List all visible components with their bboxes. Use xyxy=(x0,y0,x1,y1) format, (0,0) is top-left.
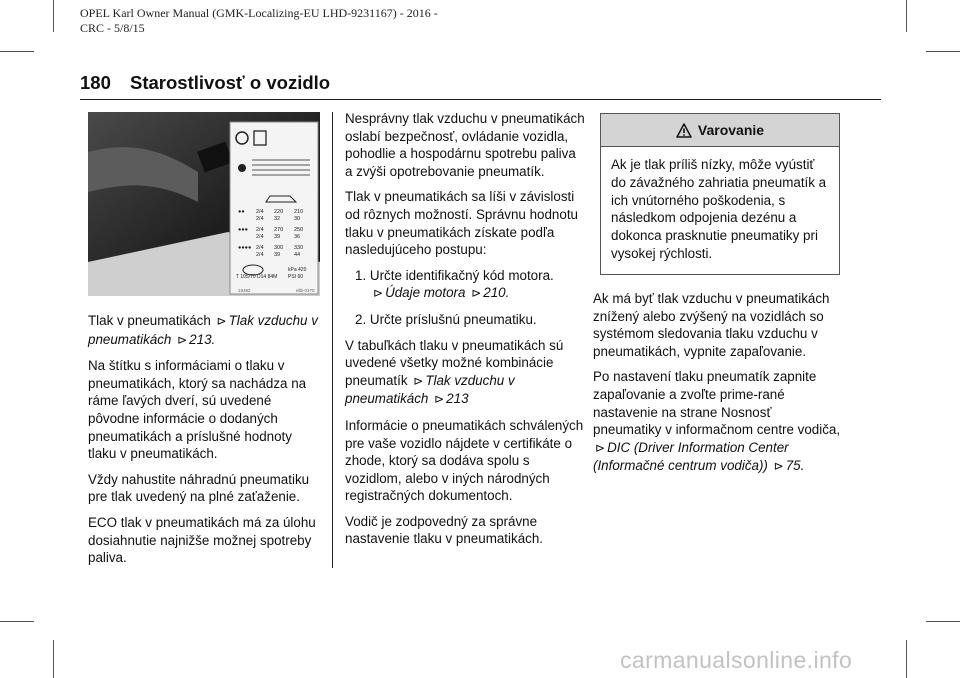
warning-triangle-icon xyxy=(676,123,692,138)
crop-mark xyxy=(53,640,54,678)
label-cell: 2/4 xyxy=(256,227,264,233)
crop-mark xyxy=(926,51,960,52)
label-cell: 39 xyxy=(274,252,281,258)
label-cell: 2/4 xyxy=(256,209,264,215)
page-reference[interactable]: 75. xyxy=(785,458,805,474)
label-cell: 300 xyxy=(274,245,284,251)
page-reference[interactable]: 210. xyxy=(483,285,510,301)
paragraph: Na štítku s informáciami o tlaku v pneumatikách, ktorý sa nachádza na ráme ľavých dverí, sú uvedené pôvodne informácie o dodaných pneumatikách a príslušné hodnoty tlaku v pneumatikách. xyxy=(88,358,307,462)
label-cell: 2/4 xyxy=(256,234,264,240)
paragraph: Ak má byť tlak vzduchu v pneumatikách znížený alebo zvýšený na vozidlách so systémom sledovania tlaku vzduchu v pneumatikách, vypnite zapaľovanie. xyxy=(593,291,830,359)
column-3 xyxy=(593,290,843,484)
label-cell: 2/4 xyxy=(256,245,264,251)
tire-size: T 105/70 D14 84M xyxy=(236,274,278,280)
column-1 xyxy=(88,312,320,575)
paragraph: Nesprávny tlak vzduchu v pneumatikách oslabí bezpečnosť, ovládanie vozidla, pohodlie a hospodárnu spotrebu paliva a zvýši opotrebovanie pneumatík. xyxy=(345,111,585,179)
page-reference[interactable]: 213. xyxy=(189,331,216,347)
text: Po nastavení tlaku pneumatík zapnite zapaľovanie a zvoľte prime-rané nastavenie na strane Nosnosť pneumatiky v informačnom centre vodiča, xyxy=(593,369,841,438)
cross-reference-link[interactable]: Tlak vzduchu v pneumatikách xyxy=(345,372,515,407)
engine-code-icon xyxy=(238,164,246,172)
xref-arrow-icon: ⊳ xyxy=(434,392,445,407)
crop-mark xyxy=(906,0,907,32)
paragraph: Vodič je zodpovedný za správne nastavenie tlaku v pneumatikách. xyxy=(345,513,544,547)
label-cell: 32 xyxy=(274,216,281,222)
meta-line-1: OPEL Karl Owner Manual (GMK-Localizing-EU LHD-9231167) - 2016 - xyxy=(80,6,438,20)
label-cell: 2/4 xyxy=(256,216,264,222)
spare-pressure-psi: PSI 60 xyxy=(288,274,304,280)
label-cell: 210 xyxy=(294,209,304,215)
text: Tlak v pneumatikách xyxy=(88,313,211,328)
list-item xyxy=(345,267,585,303)
image-code-left: 19382 xyxy=(238,288,251,293)
warning-title: Varovanie xyxy=(697,122,765,138)
label-cell: 330 xyxy=(294,245,304,251)
paragraph xyxy=(345,337,585,409)
image-code-right: ellb-0370 xyxy=(296,288,315,293)
cross-reference-link[interactable]: Údaje motora xyxy=(385,285,466,301)
crop-mark xyxy=(906,640,907,678)
page-title: Starostlivosť o vozidlo xyxy=(130,72,331,93)
occupancy-icon: ●●● xyxy=(238,227,248,233)
label-cell: 220 xyxy=(274,209,284,215)
meta-line-2: CRC - 5/8/15 xyxy=(80,21,145,35)
label-cell: 44 xyxy=(294,252,301,258)
page-reference[interactable]: 213 xyxy=(446,391,469,407)
occupancy-icon: ●● xyxy=(238,209,245,215)
tire-pressure-label-photo xyxy=(88,112,320,296)
warning-text: Ak je tlak príliš nízky, môže vyústiť do závažného zahriatia pneumatík a ich vnútorného poškodenia, s následkom odpojenia dezénu a dokonca prasknutie pneumatiky pri vysokej rýchlosti. xyxy=(611,157,827,261)
step-text: Určte identifikačný kód motora. xyxy=(369,267,554,283)
spare-pressure-kpa: kPa 420 xyxy=(288,267,307,273)
paragraph: Tlak v pneumatikách sa líši v závislosti od rôznych možností. Správnu hodnotu tlaku v pneumatikách získate podľa nasledujúceho postupu: xyxy=(345,189,578,258)
page-number: 180 xyxy=(80,72,111,93)
text: V tabuľkách tlaku v pneumatikách sú uvedené všetky možné kombinácie pneumatík xyxy=(345,337,564,388)
xref-arrow-icon: ⊳ xyxy=(216,314,227,328)
crop-mark xyxy=(0,51,34,52)
step-number: 2. xyxy=(355,311,367,327)
warning-box xyxy=(600,113,840,275)
xref-arrow-icon: ⊳ xyxy=(595,440,606,455)
xref-arrow-icon: ⊳ xyxy=(177,332,188,347)
occupancy-icon: ●●●● xyxy=(238,245,252,251)
paragraph xyxy=(88,312,320,349)
step-text: Určte príslušnú pneumatiku. xyxy=(369,311,537,327)
xref-arrow-icon: ⊳ xyxy=(471,286,482,301)
label-cell: 2/4 xyxy=(256,252,264,258)
warning-header xyxy=(601,114,839,147)
label-cell: 39 xyxy=(274,234,281,240)
tire-label-illustration xyxy=(88,112,320,296)
crop-mark xyxy=(0,621,34,622)
crop-mark xyxy=(53,0,54,32)
label-cell: 270 xyxy=(274,227,284,233)
cross-reference-link[interactable]: Tlak vzduchu v pneumatikách xyxy=(88,313,318,347)
column-divider xyxy=(332,112,333,568)
column-2 xyxy=(345,110,585,556)
paragraph: ECO tlak v pneumatikách má za úlohu dosiahnutie najnižše možnej spotreby paliva. xyxy=(88,514,316,566)
paragraph xyxy=(593,368,843,476)
heading-rule xyxy=(80,99,881,100)
cross-reference-link[interactable]: DIC (Driver Information Center (Informačné centrum vodiča)) xyxy=(593,439,789,474)
paragraph: Informácie o pneumatikách schválených pre vaše vozidlo nájdete v certifikáte o zhode, ktorý sa dodáva spolu s vozidlom, alebo v iných národných registračných dokumentoch. xyxy=(345,417,584,504)
watermark: carmanualsonline.info xyxy=(620,647,853,673)
label-cell: 30 xyxy=(294,216,301,222)
step-number: 1. xyxy=(355,267,367,283)
label-cell: 250 xyxy=(294,227,304,233)
xref-arrow-icon: ⊳ xyxy=(373,286,384,301)
list-item xyxy=(345,311,585,329)
label-cell: 36 xyxy=(294,234,301,240)
paragraph: Vždy nahustite náhradnú pneumatiku pre tlak uvedený na plné zaťaženie. xyxy=(88,471,310,505)
page-heading xyxy=(80,72,330,94)
header-meta xyxy=(80,6,438,36)
crop-mark xyxy=(926,621,960,622)
xref-arrow-icon: ⊳ xyxy=(773,459,784,474)
xref-arrow-icon: ⊳ xyxy=(413,373,424,388)
